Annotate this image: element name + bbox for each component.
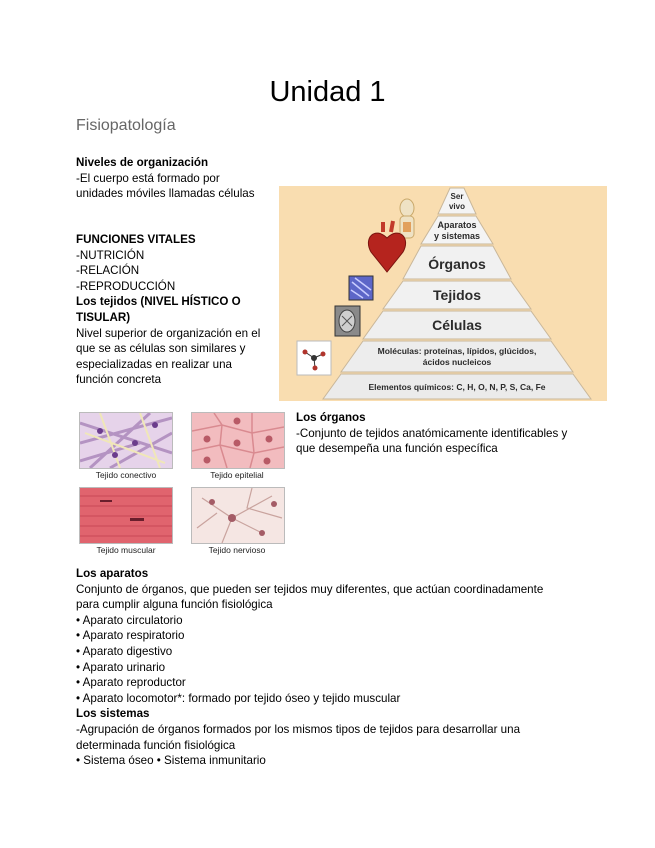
nervous-tissue-image xyxy=(191,487,285,544)
aparatos-list-item: • Aparato locomotor*: formado por tejido óseo y tejido muscular xyxy=(76,691,401,705)
funciones-heading: FUNCIONES VITALES xyxy=(76,233,196,246)
pyramid-label-ser-vivo: Ser xyxy=(450,192,464,201)
aparatos-section xyxy=(76,566,543,769)
tejidos-line: especializadas en realizar una xyxy=(76,357,232,371)
epithelial-tissue-image xyxy=(191,412,285,469)
aparatos-line: Conjunto de órganos, que pueden ser tejidos muy diferentes, que actúan coordinadamente xyxy=(76,582,544,596)
tissue-caption: Tejido nervioso xyxy=(208,545,266,555)
niveles-line: -El cuerpo está formado por xyxy=(76,171,220,185)
tejidos-line: Nivel superior de organización en el xyxy=(76,326,261,340)
aparatos-list-item: • Aparato reproductor xyxy=(76,676,186,690)
pyramid-label-tejidos: Tejidos xyxy=(433,287,481,303)
tissue-types-figure xyxy=(76,410,290,560)
aparatos-list-item: • Aparato digestivo xyxy=(76,644,173,658)
aparatos-list-item: • Aparato respiratorio xyxy=(76,629,185,643)
sistemas-line: determinada función fisiológica xyxy=(76,738,236,752)
tejidos-heading: Los tejidos (NIVEL HÍSTICO O xyxy=(76,295,241,309)
sistemas-line: -Agrupación de órganos formados por los mismos tipos de tejidos para desarrollar una xyxy=(76,722,521,736)
funciones-item: -NUTRICIÓN xyxy=(76,248,145,262)
connective-tissue-image xyxy=(79,412,173,469)
niveles-heading: Niveles de organización xyxy=(76,156,209,169)
tejidos-line: que se as células son similares y xyxy=(76,342,246,356)
aparatos-line: para cumplir alguna función fisiológica xyxy=(76,598,273,612)
page-title: Unidad 1 xyxy=(269,76,386,108)
funciones-section xyxy=(76,232,260,388)
human-figure-icon xyxy=(400,199,414,238)
cell-icon xyxy=(335,306,360,336)
organos-heading: Los órganos xyxy=(296,411,366,424)
organos-section xyxy=(296,410,567,457)
pyramid-label-celulas: Células xyxy=(432,317,482,333)
aparatos-heading: Los aparatos xyxy=(76,567,149,580)
tissue-caption: Tejido epitelial xyxy=(210,470,264,480)
organization-pyramid-figure xyxy=(279,186,607,401)
pyramid-label-aparatos: Aparatos xyxy=(437,220,477,230)
tejidos-line: función concreta xyxy=(76,373,162,387)
tissue-sample-icon xyxy=(349,276,373,300)
aparatos-list-item: • Aparato circulatorio xyxy=(76,613,183,627)
pyramid-label-aparatos: y sistemas xyxy=(433,231,481,241)
tejidos-heading: TISULAR) xyxy=(76,310,131,324)
sistemas-heading: Los sistemas xyxy=(76,707,150,721)
molecule-icon xyxy=(297,341,331,375)
pyramid-label-ser-vivo: vivo xyxy=(448,202,466,211)
pyramid-label-elementos: Elementos químicos: C, H, O, N, P, S, Ca, Fe xyxy=(368,382,546,392)
organos-line: que desempeña una función específica xyxy=(296,442,498,456)
pyramid-svg xyxy=(279,186,607,401)
niveles-line: unidades móviles llamadas células xyxy=(76,187,255,201)
funciones-item: -REPRODUCCIÓN xyxy=(76,279,176,293)
funciones-item: -RELACIÓN xyxy=(76,264,140,278)
tissue-caption: Tejido conectivo xyxy=(95,470,157,480)
pyramid-label-moleculas: ácidos nucleicos xyxy=(422,357,492,367)
pyramid-label-organos: Órganos xyxy=(428,256,486,272)
organos-line: -Conjunto de tejidos anatómicamente identificables y xyxy=(296,426,568,440)
muscle-tissue-image xyxy=(79,487,173,544)
niveles-section xyxy=(76,155,255,202)
sistemas-list-item: • Sistema óseo • Sistema inmunitario xyxy=(76,754,266,768)
tissue-caption: Tejido muscular xyxy=(96,545,156,555)
page-subtitle: Fisiopatología xyxy=(76,117,176,134)
aparatos-list-item: • Aparato urinario xyxy=(76,660,166,674)
pyramid-label-moleculas: Moléculas: proteínas, lípidos, glúcidos, xyxy=(377,346,537,356)
